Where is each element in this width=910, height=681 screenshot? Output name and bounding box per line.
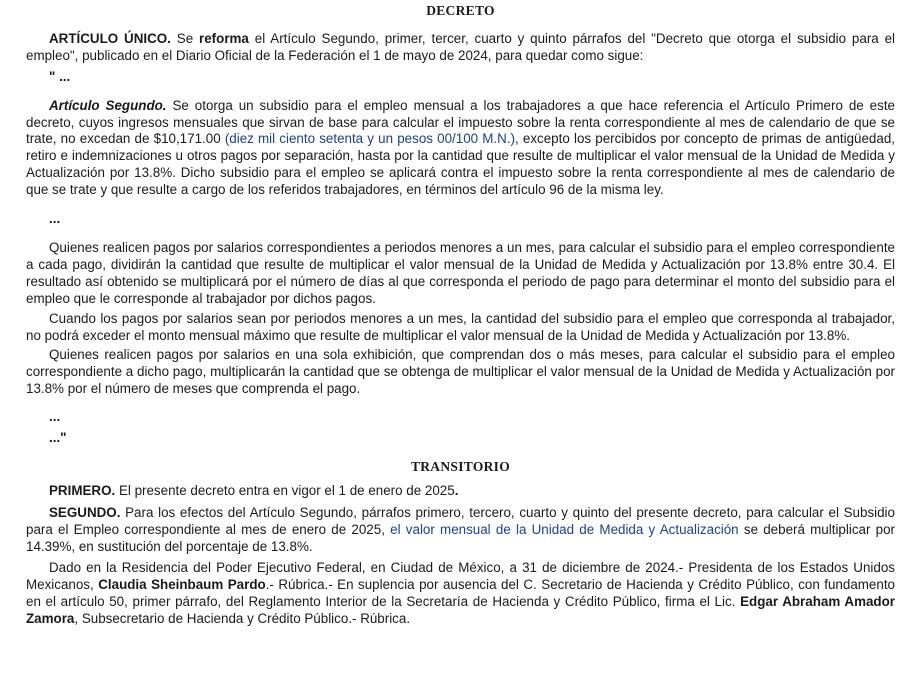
primero-paragraph — [26, 483, 895, 500]
quote-close: ..." — [49, 430, 67, 446]
amount-in-words: (diez mil ciento setenta y un pesos 00/100 M.N.) — [224, 131, 515, 147]
articulo-segundo-text-1: Se otorga un subsidio para el empleo mensual a los trabajadores a que hace referencia el Artículo Primero de este decreto, cuyos ingresos mensuales que sirvan de base para calcular el impuesto sobre la renta correspondiente al mes de calendario de que se trate, no excedan de $10,171.00 — [26, 97, 895, 147]
segundo-blue-text: el valor mensual de la Unidad de Medida y Actualización — [390, 521, 739, 537]
segundo-text-1: Para los efectos del Artículo Segundo, párrafos primero, tercero, cuarto y quinto del presente decreto, para calcular el Subsidio para el Empleo correspondiente al mes de enero de 2025, — [26, 504, 895, 537]
paragraph-3: Quienes realicen pagos por salarios correspondientes a periodos menores a un mes, para calcular el subsidio para el empleo correspondiente a cada pago, dividirán la cantidad que resulte de multiplicar el valor mensual de la Unidad de Medida y Actualización por 13.8% entre 30.4. El resultado así obtenido se multiplicará por el número de días al que corresponda el periodo de pago para determinar el monto del subsidio para el empleo que le corresponde al trabajador por dichos pagos. — [26, 239, 895, 306]
firma-text-1: Dado en la Residencia del Poder Ejecutivo Federal, en Ciudad de México, a 31 de diciembre de 2024.- Presidenta de los Estados Unidos Mexicanos, — [26, 560, 895, 593]
articulo-unico-text-2: el Artículo Segundo, primer, tercer, cuarto y quinto párrafos del "Decreto que otorga el subsidio para el empleo", publicado en el Diario Oficial de la Federación el 1 de mayo de 2024, para quedar como sigue: — [26, 30, 895, 63]
reforma-word: reforma — [199, 30, 249, 46]
signatory-name-1: Claudia Sheinbaum Pardo — [98, 577, 266, 593]
transitorio-title: TRANSITORIO — [410, 458, 511, 474]
articulo-segundo-paragraph — [26, 98, 895, 199]
signatory-name-2: Edgar Abraham Amador Zamora — [26, 594, 895, 627]
primero-label: PRIMERO. — [49, 482, 116, 498]
articulo-unico-text-1: Se — [176, 30, 194, 46]
articulo-segundo-text-2: , excepto los percibidos por concepto de primas de antigüedad, retiro e indemnizaciones u otros pagos por separación, hasta por la cantidad que resulte de multiplicar el valor mensual de la Unidad de Medida y Actualización por 13.8%. Dicho subsidio para el empleo se aplicará contra el impuesto sobre la renta correspondiente al mes de calendario de que se trate y que resulte a cargo de los referidos trabajadores, en términos del artículo 96 de la misma ley. — [26, 131, 895, 198]
quote-open: " ... — [49, 68, 71, 84]
firma-paragraph — [26, 560, 895, 628]
segundo-label: SEGUNDO. — [49, 504, 121, 520]
ellipsis-2: ... — [49, 409, 61, 425]
firma-text-3: , Subsecretario de Hacienda y Crédito Público.- Rúbrica. — [74, 611, 411, 627]
primero-text: El presente decreto entra en vigor el 1 de enero de 2025 — [118, 482, 455, 498]
ellipsis-1: ... — [49, 211, 61, 227]
paragraph-4: Cuando los pagos por salarios sean por periodos menores a un mes, la cantidad del subsidio para el empleo que corresponda al trabajador, no podrá exceder el monto mensual máximo que resulte de multiplicar el valor mensual de la Unidad de Medida y Actualización por 13.8%. — [26, 310, 895, 343]
decree-document — [26, 0, 895, 628]
segundo-paragraph — [26, 505, 895, 556]
primero-end: . — [454, 482, 459, 498]
paragraph-5: Quienes realicen pagos por salarios en una sola exhibición, que comprendan dos o más meses, para calcular el subsidio para el empleo correspondiente a dicho pago, multiplicarán la cantidad que se obtenga de multiplicar el valor mensual de la Unidad de Medida y Actualización por 13.8% por el número de meses que comprenda el pago. — [26, 347, 895, 397]
articulo-unico-paragraph — [26, 31, 895, 65]
articulo-unico-label: ARTÍCULO ÚNICO. — [49, 30, 171, 46]
segundo-text-2: se deberá multiplicar por 14.39%, en sustitución del porcentaje de 13.8%. — [26, 521, 896, 554]
articulo-segundo-label: Artículo Segundo. — [49, 97, 167, 113]
decree-title: DECRETO — [426, 3, 495, 18]
firma-text-2: .- Rúbrica.- En suplencia por ausencia del C. Secretario de Hacienda y Crédito Público, con fundamento en el artículo 50, primer párrafo, del Reglamento Interior de la Secretaría de Hacienda y Crédito Público, firma el Lic. — [26, 577, 895, 610]
